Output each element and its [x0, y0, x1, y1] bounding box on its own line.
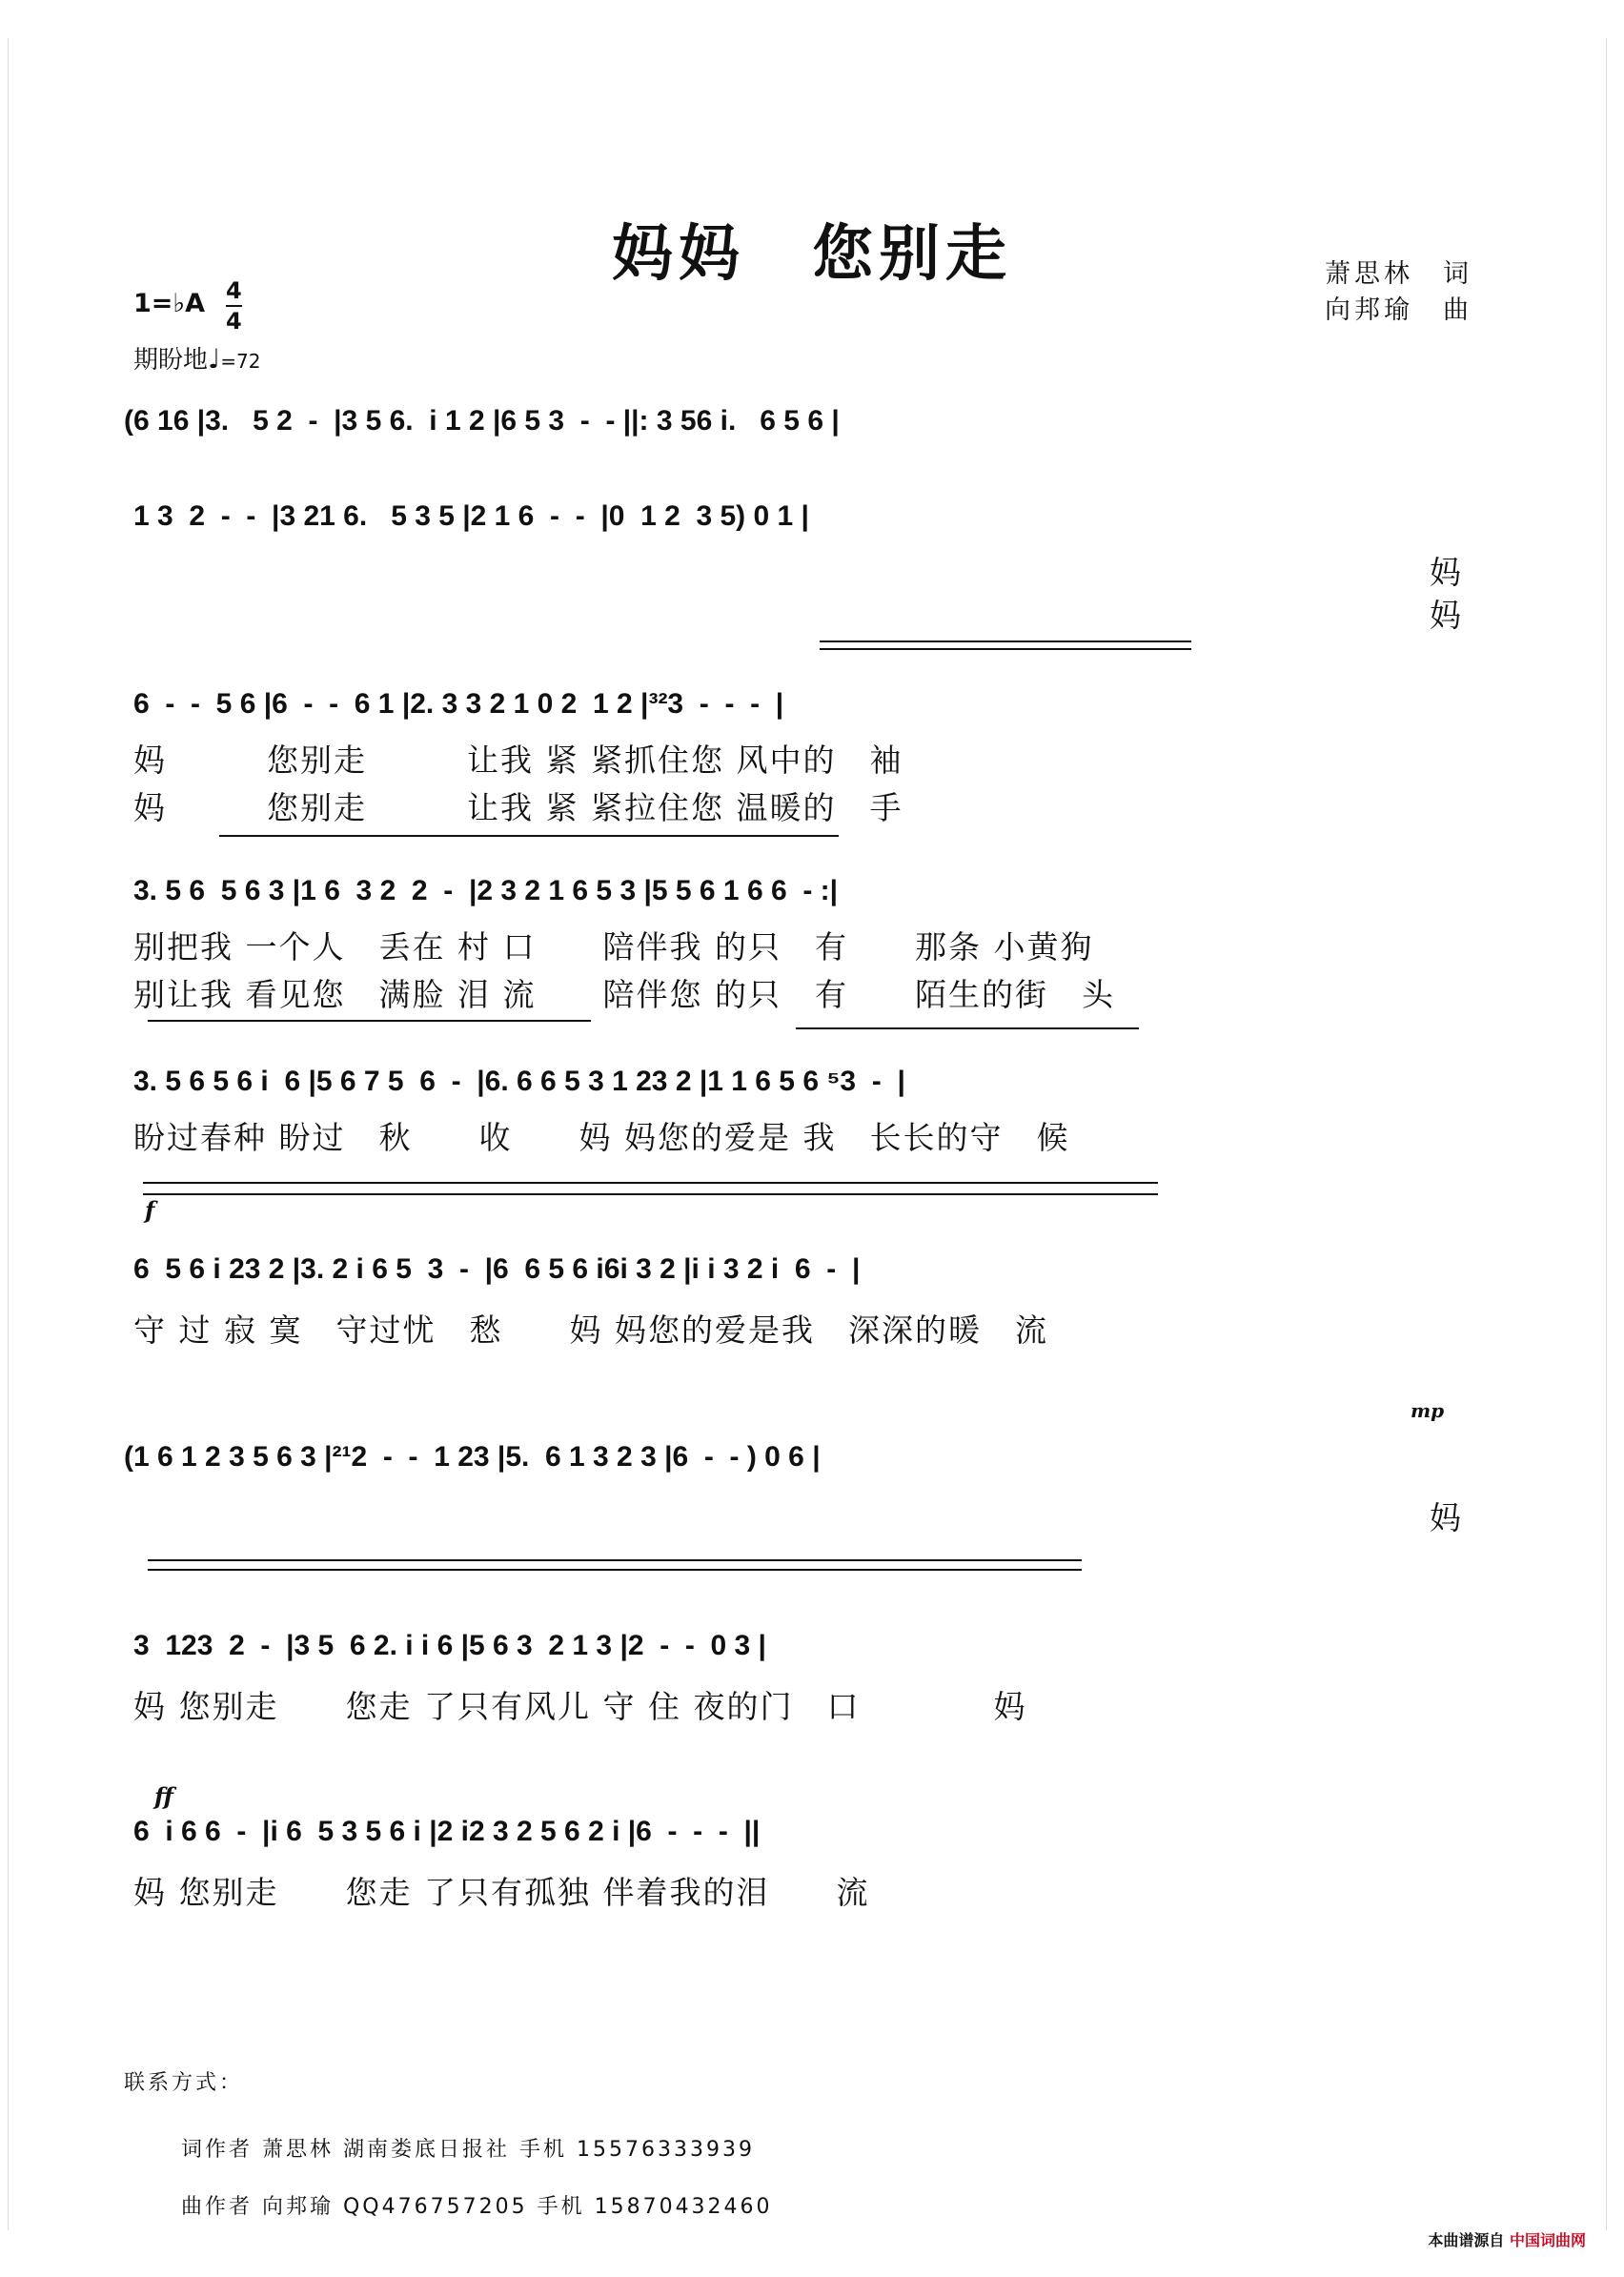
score-row-2	[124, 500, 1496, 634]
contact-composer: 曲作者 向邦瑜 QQ476757205 手机 15870432460	[181, 2195, 773, 2219]
right-margin-watermark	[1606, 38, 1620, 2230]
dynamic-ff: ff	[154, 1782, 173, 1810]
row-7-lyric-1: 妈	[1430, 1499, 1463, 1536]
tempo-marking: 期盼地♩=72	[133, 343, 261, 375]
time-signature: 4 4	[226, 277, 242, 335]
row-6-lyric-1: 守 过 寂 寞 守过忧 愁 妈 妈您的爱是我 深深的暖 流	[133, 1311, 1048, 1349]
row-9-lyric-1: 妈 您别走 您走 了只有孤独 伴着我的泪 流	[133, 1874, 870, 1911]
beam-line	[143, 1193, 1158, 1195]
row-5-lyric-1: 盼过春种 盼过 秋 收 妈 妈您的爱是 我 长长的守 候	[133, 1119, 1070, 1156]
row-8-lyric-1: 妈 您别走 您走 了只有风儿 守 住 夜的门 口 妈	[133, 1688, 1027, 1725]
score-row-8	[124, 1630, 1496, 1725]
contact-heading: 联系方式：	[124, 2071, 244, 2095]
row-6-notes: 6 5 6 i 23 2 |3. 2 i 6 5 3 - |6 6 5 6 i6i 3 2 |i i 3 2 i 6 - |	[133, 1253, 861, 1285]
beam-line	[148, 1559, 1082, 1561]
beam-line	[148, 1020, 591, 1022]
row-5-notes: 3. 5 6 5 6 i 6 |5 6 7 5 6 - |6. 6 6 5 3 1 23 2 |1 1 6 5 6 ⁵3 - |	[133, 1066, 905, 1097]
beam-line	[143, 1182, 1158, 1184]
row-2-lyric-1: 妈	[1430, 554, 1463, 591]
lyricist-credit: 萧思林 词	[1325, 259, 1472, 289]
beam-line	[820, 640, 1191, 642]
key-signature: 1=♭A	[133, 289, 206, 318]
score-row-4	[124, 875, 1496, 1013]
song-title: 妈妈 您别走	[612, 218, 1012, 290]
dynamic-mp: mp	[1411, 1399, 1445, 1422]
source-prefix: 本曲谱源自	[1428, 2231, 1505, 2249]
row-3-lyric-1: 妈 您别走 让我 紧 紧抓住您 风中的 袖	[133, 742, 903, 779]
beam-line	[796, 1027, 1139, 1029]
score-row-6	[124, 1253, 1496, 1349]
row-8-notes: 3 123 2 - |3 5 6 2. i i 6 |5 6 3 2 1 3 |2 - - 0 3 |	[133, 1630, 766, 1661]
beam-line	[820, 648, 1191, 650]
score-row-3	[124, 688, 1496, 826]
row-9-notes: 6 i 6 6 - |i 6 5 3 5 6 i |2 i2 3 2 5 6 2 i |6 - - - ||	[133, 1816, 761, 1847]
score-row-9	[124, 1816, 1496, 1911]
row-2-lyric-2: 妈	[1430, 597, 1463, 634]
row-3-notes: 6 - - 5 6 |6 - - 6 1 |2. 3 3 2 1 0 2 1 2 |³²3 - - - |	[133, 688, 784, 720]
left-margin-watermark	[8, 38, 22, 2230]
row-4-notes: 3. 5 6 5 6 3 |1 6 3 2 2 - |2 3 2 1 6 5 3 |5 5 6 1 6 6 - :|	[133, 875, 839, 906]
beam-line	[148, 1569, 1082, 1571]
row-4-lyric-2: 别让我 看见您 满脸 泪 流 陪伴您 的只 有 陌生的街 头	[133, 976, 1115, 1013]
source-site-link[interactable]: 中国词曲网	[1509, 2231, 1586, 2249]
row-4-lyric-1: 别把我 一个人 丢在 村 口 陪伴我 的只 有 那条 小黄狗	[133, 928, 1094, 966]
row-1-notes: (6 16 |3. 5 2 - |3 5 6. i 1 2 |6 5 3 - - ||: 3 56 i. 6 5 6 |	[124, 405, 840, 437]
composer-credit: 向邦瑜 曲	[1325, 295, 1472, 325]
dynamic-f: f	[145, 1196, 155, 1224]
score-row-1	[124, 405, 1496, 453]
beam-line	[219, 835, 839, 837]
source-footer	[1428, 2228, 1586, 2250]
score-row-7	[124, 1441, 1496, 1536]
row-3-lyric-2: 妈 您别走 让我 紧 紧拉住您 温暖的 手	[133, 789, 903, 826]
row-7-notes: (1 6 1 2 3 5 6 3 |²¹2 - - 1 23 |5. 6 1 3 2 3 |6 - - ) 0 6 |	[124, 1441, 821, 1473]
row-2-notes: 1 3 2 - - |3 21 6. 5 3 5 |2 1 6 - - |0 1 2 3 5) 0 1 |	[133, 500, 809, 532]
score-row-5	[124, 1066, 1496, 1156]
contact-lyricist: 词作者 萧思林 湖南娄底日报社 手机 15576333939	[181, 2138, 755, 2162]
